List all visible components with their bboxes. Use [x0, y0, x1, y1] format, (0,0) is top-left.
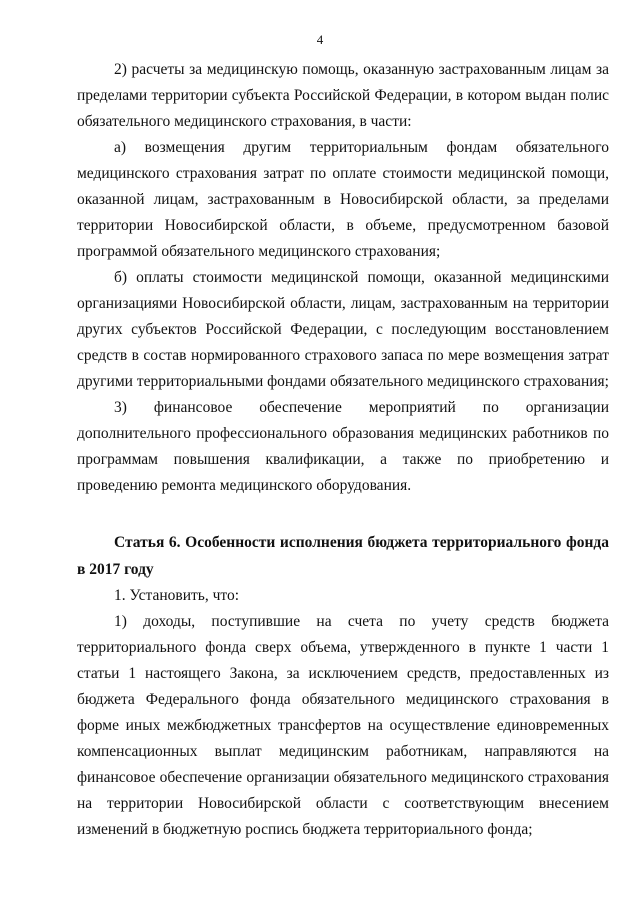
paragraph-item-1: 1) доходы, поступившие на счета по учету средств бюджета территориального фонда сверх объема, утвержденного в пункте 1 части 1 статьи 1 настоящего Закона, за исключением средств, предоставленных из бюджета Федерального фонда обязательного медицинского страхования в форме иных межбюджетных трансфертов на осуществление единовременных компенсационных выплат медицинским работникам, направляются на финансовое обеспечение организации обязательного медицинского страхования на территории Новосибирской области с соответствующим внесением изменений в бюджетную роспись бюджета территориального фонда;: [77, 613, 609, 838]
paragraph-item-3: 3) финансовое обеспечение мероприятий по организации дополнительного профессионального образования медицинских работников по программам повышения квалификации, а также по приобретению и проведению ремонта медицинского оборудования.: [77, 399, 609, 494]
paragraph-subitem-b: б) оплаты стоимости медицинской помощи, оказанной медицинскими организациями Новосибирской области, лицам, застрахованным на территории других субъектов Российской Федерации, с последующим восстановлением средств в состав нормированного страхового запаса по мере возмещения затрат другими территориальными фондами обязательного медицинского страхования;: [77, 269, 609, 390]
article-heading: Статья 6. Особенности исполнения бюджета территориального фонда в 2017 году: [77, 534, 609, 578]
paragraph-item-2: 2) расчеты за медицинскую помощь, оказанную застрахованным лицам за пределами территории субъекта Российской Федерации, в котором выдан полис обязательного медицинского страхования, в части:: [77, 61, 609, 130]
page-number: 4: [316, 32, 324, 47]
paragraph-clause-1: 1. Установить, что:: [114, 587, 240, 604]
document-body: [77, 57, 609, 843]
paragraph-subitem-a: а) возмещения другим территориальным фондам обязательного медицинского страхования затрат по оплате стоимости медицинской помощи, оказанной лицам, застрахованным в Новосибирской области, за пределами территории Новосибирской области, в объеме, предусмотренном базовой программой обязательного медицинского страхования;: [77, 139, 609, 260]
